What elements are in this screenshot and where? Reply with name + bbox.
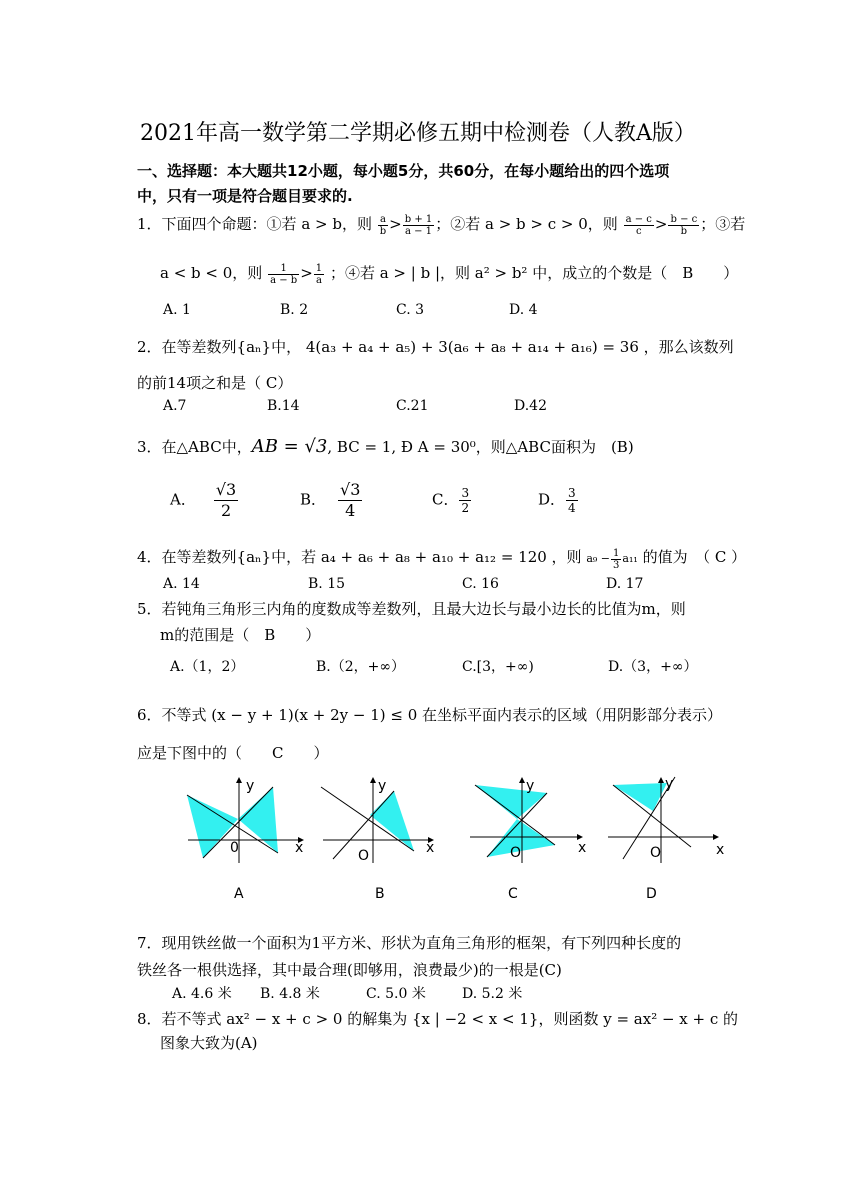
q1-text-d: a < b < 0，则	[160, 264, 263, 282]
graph-d-x-label: x	[716, 842, 725, 858]
graph-b-origin: O	[358, 848, 370, 864]
q3-option-d: D． $\frac{3}{4}$	[538, 486, 576, 515]
graph-b-y-label: y	[378, 778, 387, 794]
q3-ab: AB = √3	[251, 436, 328, 457]
q2-option-d: D.42	[514, 398, 547, 414]
graph-a-x-label: x	[295, 840, 304, 856]
q4-text-b: 的值为 （ C ）	[642, 548, 747, 566]
q1-option-b: B. 2	[280, 302, 309, 318]
q1-text-c: ；③若	[700, 215, 746, 233]
question-6-line-1: 6．不等式 (x − y + 1)(x + 2y − 1) ≤ 0 在坐标平面内表示的区域（用阴影部分表示）	[137, 706, 723, 724]
graph-b-x-label: x	[426, 840, 435, 856]
q1-frac-6: $\frac{1}{a}$	[315, 262, 323, 286]
q1-frac-5: $\frac{1}{a - b}$	[270, 262, 298, 286]
q3-option-a: A． $\frac{√3}{2}$	[170, 480, 237, 520]
question-4-line-1	[137, 546, 746, 571]
graph-a-label: A	[234, 886, 244, 902]
q5-option-d: D.（3，+∞）	[608, 659, 698, 675]
q2-option-a: A.7	[163, 398, 187, 414]
graph-c-y-arrow-icon	[519, 777, 525, 783]
q1-gt-1: >	[389, 215, 402, 233]
q1-option-a: A. 1	[163, 302, 191, 318]
graph-c-x-label: x	[578, 840, 587, 856]
graph-a-y-label: y	[246, 778, 255, 794]
q4-option-a: A. 14	[163, 576, 200, 592]
q4-text-a: 4．在等差数列{aₙ}中，若 a₄ + a₆ + a₈ + a₁₀ + a₁₂ = 120 ，则	[137, 548, 582, 566]
q1-option-c: C. 3	[396, 302, 425, 318]
q1-number: 1．	[137, 215, 162, 233]
question-1-line-2	[160, 262, 738, 286]
q5-option-b: B.（2，+∞）	[316, 659, 406, 675]
q5-option-a: A.（1，2）	[170, 659, 245, 675]
graph-d-x-arrow-icon	[713, 834, 719, 840]
q3-text-b: , BC = 1, Ð A = 30⁰，则△ABC面积为 (B)	[327, 438, 634, 456]
q1-frac-2: $\frac{b + 1}{a - 1}$	[404, 213, 433, 237]
q1-text-a: 下面四个命题：①若 a > b，则	[161, 215, 372, 233]
q7-option-d: D. 5.2 米	[462, 986, 523, 1002]
q3-text-a: 3．在△ABC中，	[137, 438, 252, 456]
graph-c-y-label: y	[526, 778, 535, 794]
question-2-line-2: 的前14项之和是（ C）	[137, 374, 293, 392]
q1-frac-1: $\frac{a}{b}$	[379, 213, 387, 237]
graph-a-origin: 0	[230, 840, 239, 856]
q3-option-c: C． $\frac{3}{2}$	[432, 486, 470, 515]
q2-option-b: B.14	[267, 398, 300, 414]
graph-c-label: C	[508, 886, 518, 902]
q1-text-e: ；④若 a > | b |，则 a² > b² 中，成立的个数是（ B ）	[329, 264, 739, 282]
question-8-line-1: 8．若不等式 ax² − x + c > 0 的解集为 {x | −2 < x < 1}，则函数 y = ax² − x + c 的	[137, 1010, 739, 1028]
q1-frac-3: $\frac{a - c}{c}$	[625, 213, 652, 237]
question-2-line-1: 2．在等差数列{aₙ}中， 4(a₃ + a₄ + a₅) + 3(a₆ + a₈ + a₁₄ + a₁₆) = 36 ，那么该数列	[137, 338, 734, 356]
graph-a-shade-right	[238, 787, 278, 853]
graph-c-shade-top	[475, 785, 547, 819]
section-line-1: 一、选择题：本大题共12小题，每小题5分，共60分，在每小题给出的四个选项	[137, 162, 670, 180]
q3-option-b: B． $\frac{√3}{4}$	[300, 480, 361, 520]
q1-gt-3: >	[300, 264, 313, 282]
graph-d-origin: O	[650, 845, 662, 861]
q7-option-b: B. 4.8 米	[260, 986, 320, 1002]
q2-option-c: C.21	[396, 398, 429, 414]
q7-option-c: C. 5.0 米	[366, 986, 426, 1002]
q4-option-d: D. 17	[606, 576, 644, 592]
q1-gt-2: >	[654, 215, 668, 233]
graph-d-y-arrow-icon	[658, 777, 664, 783]
graph-d-label: D	[646, 886, 657, 902]
question-7-line-2: 铁丝各一根供选择，其中最合理(即够用，浪费最少)的一根是(C)	[137, 961, 562, 979]
section-line-2: 中，只有一项是符合题目要求的.	[137, 187, 353, 205]
graph-a-y-arrow-icon	[236, 777, 242, 783]
q5-option-c: C.[3，+∞)	[462, 659, 534, 675]
q4-option-b: B. 15	[308, 576, 346, 592]
q4-option-c: C. 16	[462, 576, 499, 592]
graph-c-origin: O	[510, 845, 522, 861]
question-5-line-2: m的范围是（ B ）	[160, 626, 321, 644]
graph-b-shade	[370, 791, 414, 851]
question-5-line-1: 5．若钝角三角形三内角的度数成等差数列，且最大边长与最小边长的比值为m，则	[137, 600, 686, 618]
graph-b-y-arrow-icon	[370, 777, 376, 783]
question-6-line-2: 应是下图中的（ C ）	[137, 744, 329, 762]
graph-b-label: B	[375, 886, 385, 902]
section-heading	[137, 159, 669, 209]
q7-option-a: A. 4.6 米	[172, 986, 232, 1002]
question-3-line-1	[137, 436, 634, 457]
q1-text-b: ；②若 a > b > c > 0，则	[435, 215, 618, 233]
q4-expr: a₉ − $\frac{1}{3}$ a₁₁	[586, 547, 638, 571]
q1-option-d: D. 4	[509, 302, 538, 318]
graph-d-y-label: y	[665, 776, 674, 792]
question-8-line-2: 图象大致为(A)	[160, 1034, 258, 1052]
page-title: 2021年高一数学第二学期必修五期中检测卷（人教A版）	[140, 121, 696, 146]
question-1-line-1	[137, 213, 745, 237]
question-7-line-1: 7．现用铁丝做一个面积为1平方米、形状为直角三角形的框架，有下列四种长度的	[137, 934, 682, 952]
q1-frac-4: $\frac{b - c}{b}$	[670, 213, 698, 237]
